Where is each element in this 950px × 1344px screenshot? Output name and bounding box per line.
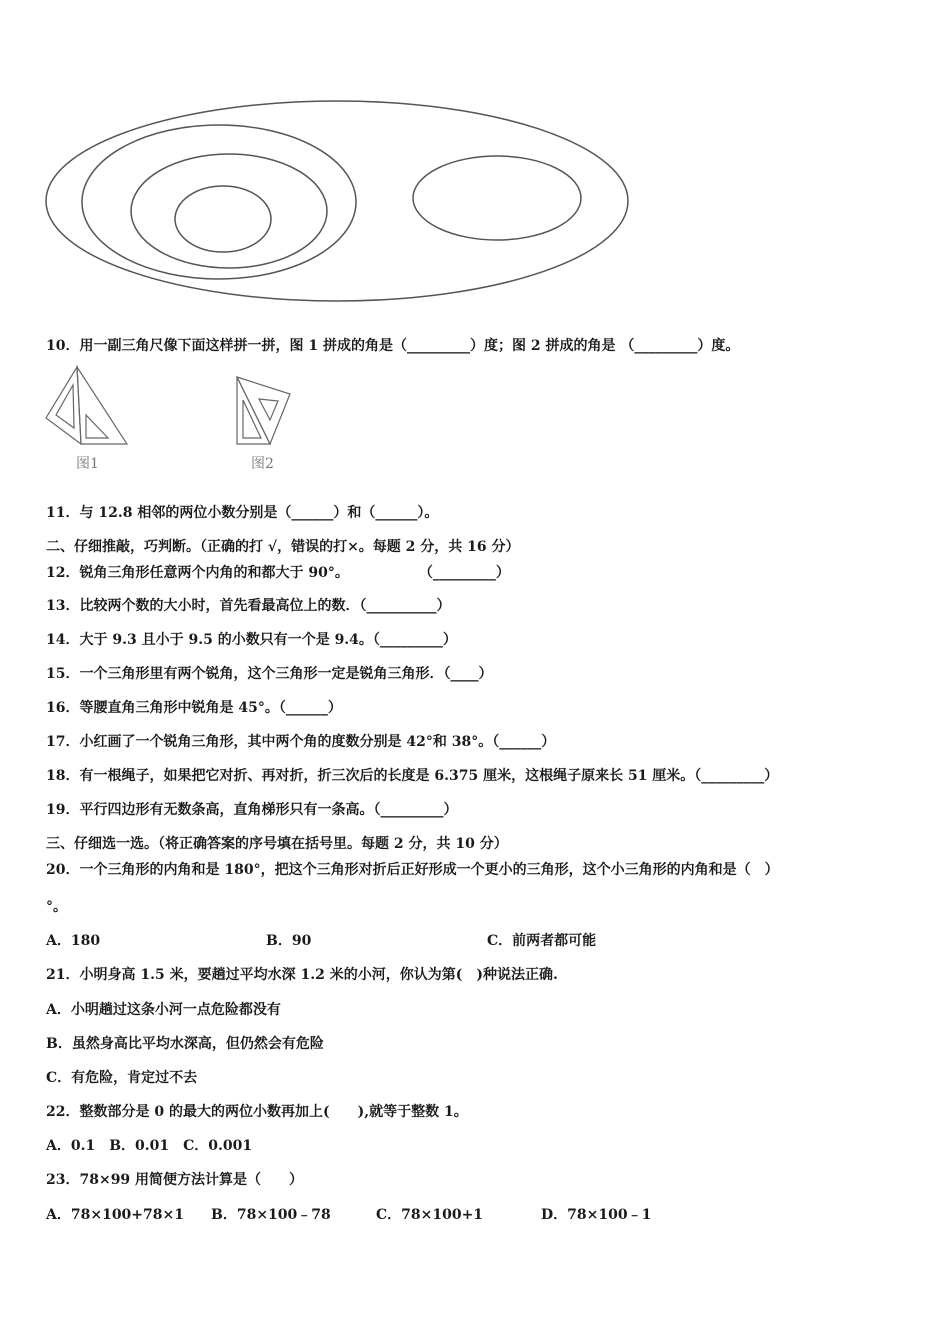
triangle-ruler-figures <box>0 0 950 480</box>
section-2-heading: 二、仔细推敲，巧判断。（正确的打 √，错误的打×。每题 2 分，共 16 分） <box>46 539 520 555</box>
q23-option-a: A．78×100+78×1 <box>46 1207 184 1223</box>
question-20: 20．一个三角形的内角和是 180°，把这个三角形对折后正好形成一个更小的三角形，这个小三角形的内角和是（ ） <box>46 862 779 878</box>
question-19: 19．平行四边形有无数条高，直角梯形只有一条高。（_________） <box>46 802 458 818</box>
question-22: 22．整数部分是 0 的最大的两位小数再加上( ),就等于整数 1。 <box>46 1104 468 1120</box>
question-15: 15．一个三角形里有两个锐角，这个三角形一定是锐角三角形．（____） <box>46 666 493 682</box>
q20-option-a: A．180 <box>46 933 101 949</box>
q20-option-b: B．90 <box>266 933 312 949</box>
question-17: 17．小红画了一个锐角三角形，其中两个角的度数分别是 42°和 38°。（______） <box>46 734 556 750</box>
question-14: 14．大于 9.3 且小于 9.5 的小数只有一个是 9.4。（_________） <box>46 632 457 648</box>
q21-option-a: A．小明趟过这条小河一点危险都没有 <box>46 1002 281 1018</box>
q22-options: A．0.1 B．0.01 C．0.001 <box>46 1138 253 1154</box>
question-13: 13．比较两个数的大小时，首先看最高位上的数．（__________） <box>46 598 451 614</box>
question-12: 12．锐角三角形任意两个内角的和都大于 90°。 （_________） <box>46 565 510 581</box>
q23-option-d: D．78×100﹣1 <box>541 1207 652 1223</box>
q21-option-c: C．有危险，肯定过不去 <box>46 1070 198 1086</box>
q23-option-b: B．78×100﹣78 <box>211 1207 331 1223</box>
question-20-tail: °。 <box>46 899 67 915</box>
question-16: 16．等腰直角三角形中锐角是 45°。（______） <box>46 700 342 716</box>
q20-option-c: C．前两者都可能 <box>487 933 597 949</box>
figure-1-triangles <box>46 367 127 444</box>
section-3-heading: 三、仔细选一选。（将正确答案的序号填在括号里。每题 2 分，共 10 分） <box>46 836 508 852</box>
question-10: 10．用一副三角尺像下面这样拼一拼，图 1 拼成的角是（_________）度；图 2 拼成的角是 （_________）度。 <box>46 338 740 354</box>
question-23: 23．78×99 用简便方法计算是（ ） <box>46 1172 304 1188</box>
question-21: 21．小明身高 1.5 米，要趟过平均水深 1.2 米的小河，你认为第( )种说法正确. <box>46 967 558 983</box>
figure-2-triangles <box>237 377 290 444</box>
figure-2-caption: 图2 <box>251 456 274 472</box>
figure-1-caption: 图1 <box>76 456 99 472</box>
question-11: 11．与 12.8 相邻的两位小数分别是（______）和（______）。 <box>46 505 439 521</box>
q23-option-c: C．78×100+1 <box>376 1207 484 1223</box>
question-18: 18．有一根绳子，如果把它对折、再对折，折三次后的长度是 6.375 厘米，这根绳子原来长 51 厘米。（_________） <box>46 768 779 784</box>
q21-option-b: B．虽然身高比平均水深高，但仍然会有危险 <box>46 1036 324 1052</box>
